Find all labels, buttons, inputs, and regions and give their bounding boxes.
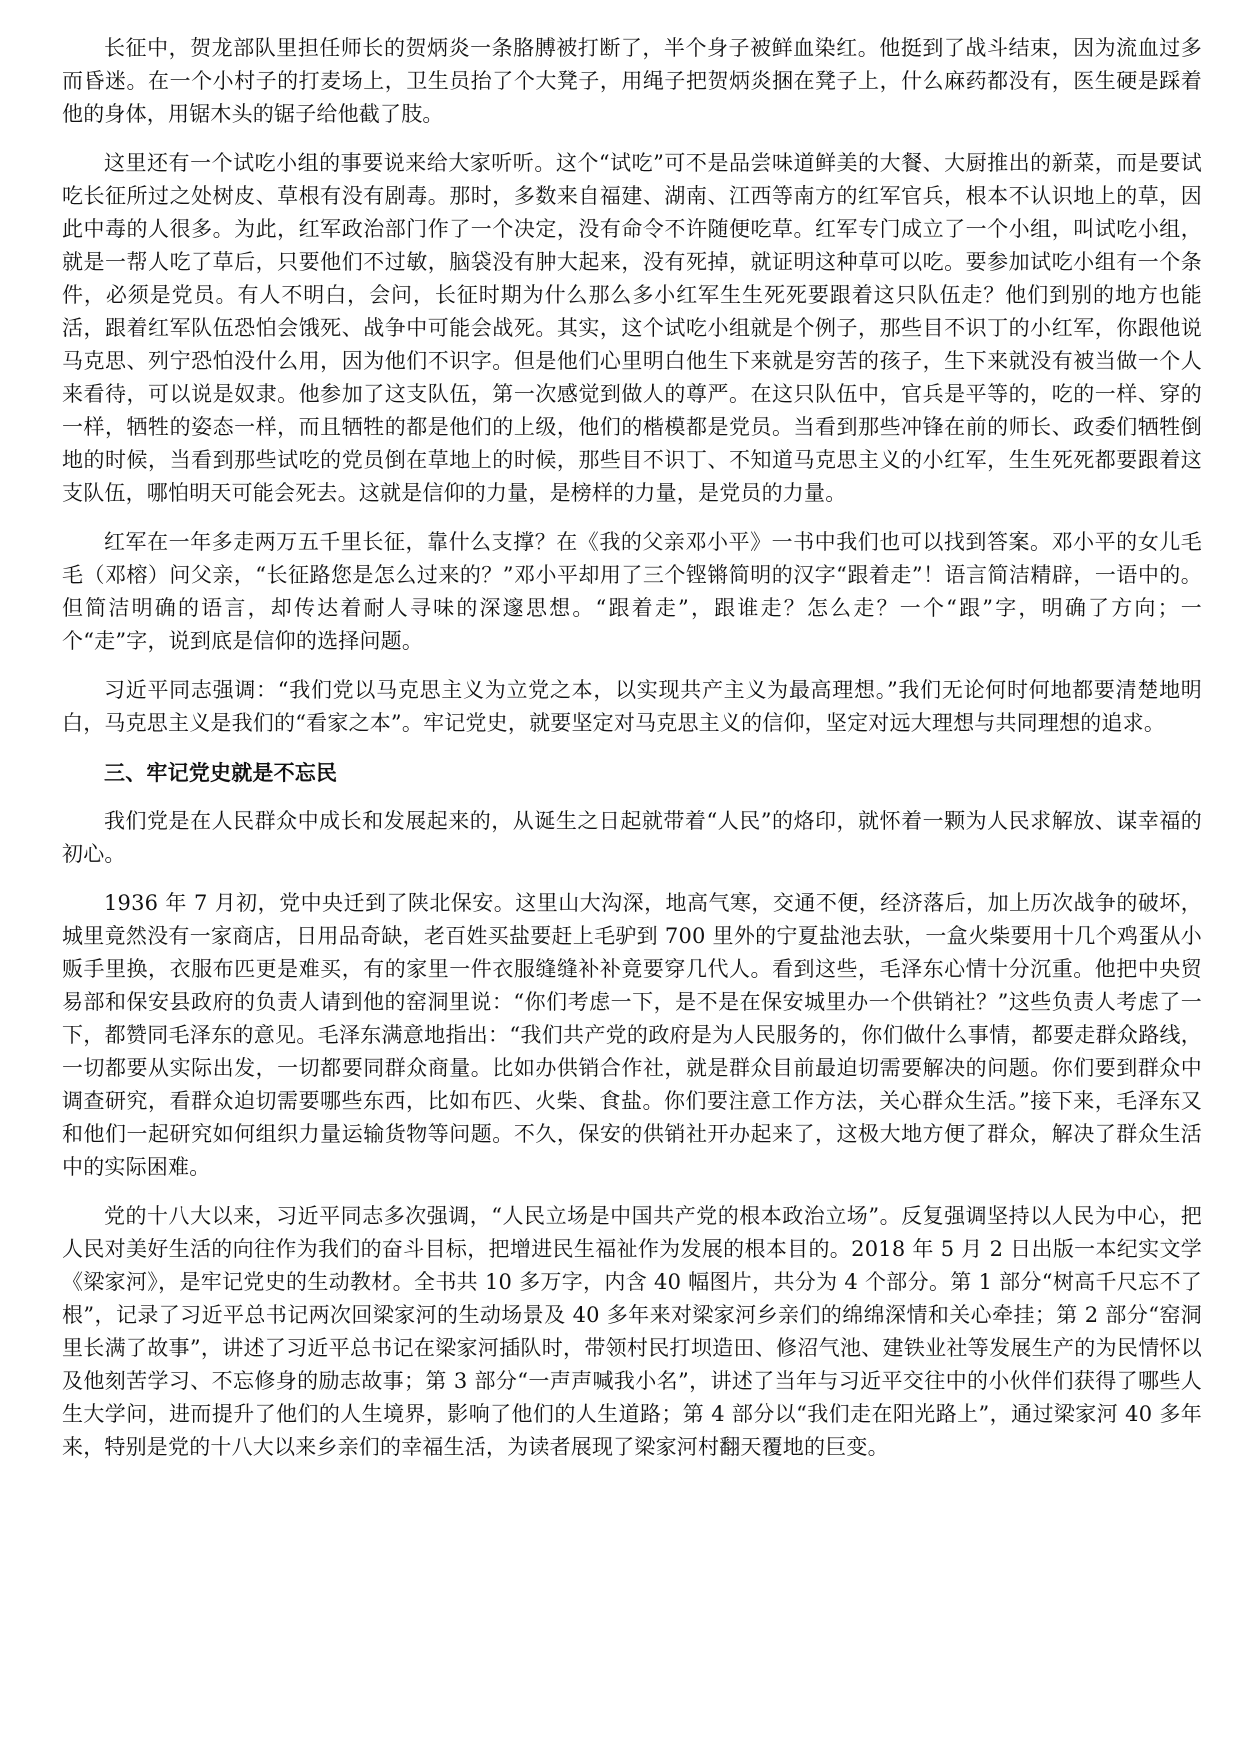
paragraph-tasting-group: 这里还有一个试吃小组的事要说来给大家听听。这个“试吃”可不是品尝味道鲜美的大餐、大厨推出的新菜，而是要试吃长征所过之处树皮、草根有没有剧毒。那时，多数来自福建、湖南、江西等南方的红军官兵，根本不认识地上的草，因此中毒的人很多。为此，红军政治部门作了一个决定，没有命令不许随便吃草。红军专门成立了一个小组，叫试吃小组，就是一帮人吃了草后，只要他们不过敏，脑袋没有肿大起来，没有死掉，就证明这种草可以吃。要参加试吃小组有一个条件，必须是党员。有人不明白，会问，长征时期为什么那么多小红军生生死死要跟着这只队伍走？他们到别的地方也能活，跟着红军队伍恐怕会饿死、战争中可能会战死。其实，这个试吃小组就是个例子，那些目不识丁的小红军，你跟他说马克思、列宁恐怕没什么用，因为他们不识字。但是他们心里明白他生下来就是穷苦的孩子，生下来就没有被当做一个人来看待，可以说是奴隶。他参加了这支队伍，第一次感觉到做人的尊严。在这只队伍中，官兵是平等的，吃的一样、穿的一样，牺牲的姿态一样，而且牺牲的都是他们的上级，他们的楷模都是党员。当看到那些冲锋在前的师长、政委们牺牲倒地的时候，当看到那些试吃的党员倒在草地上的时候，那些目不识丁、不知道马克思主义的小红军，生生死死都要跟着这支队伍，哪怕明天可能会死去。这就是信仰的力量，是榜样的力量，是党员的力量。 (62, 151, 1202, 505)
paragraph-he-bingyan: 长征中，贺龙部队里担任师长的贺炳炎一条胳膊被打断了，半个身子被鲜血染红。他挺到了战斗结束，因为流血过多而昏迷。在一个小村子的打麦场上，卫生员抬了个大凳子，用绳子把贺炳炎捆在凳子上，什么麻药都没有，医生硬是踩着他的身体，用锯木头的锯子给他截了肢。 (62, 36, 1202, 126)
paragraph-follow-along: 红军在一年多走两万五千里长征，靠什么支撑？在《我的父亲邓小平》一书中我们也可以找到答案。邓小平的女儿毛毛（邓榕）问父亲，“长征路您是怎么过来的？”邓小平却用了三个铿锵简明的汉字“跟着走”！语言简洁精辟，一语中的。但简洁明确的语言，却传达着耐人寻味的深邃思想。“跟着走”，跟谁走？怎么走？一个“跟”字，明确了方向；一个“走”字，说到底是信仰的选择问题。 (62, 530, 1202, 653)
section-heading: 三、牢记党史就是不忘民 (104, 760, 338, 785)
paragraph-liangjiahe-book: 党的十八大以来，习近平同志多次强调，“人民立场是中国共产党的根本政治立场”。反复强调坚持以人民为中心，把人民对美好生活的向往作为我们的奋斗目标，把增进民生福祉作为发展的根本目的。2018 年 5 月 2 日出版一本纪实文学《梁家河》，是牢记党史的生动教材。全书共 10 多万字，内含 40 幅图片，共分为 4 个部分。第 1 部分“树高千尺忘不了根”，记录了习近平总书记两次回梁家河的生动场景及 40 多年来对梁家河乡亲们的绵绵深情和关心牵挂；第 2 部分“窑洞里长满了故事”，讲述了习近平总书记在梁家河插队时，带领村民打坝造田、修沼气池、建铁业社等发展生产的为民情怀以及他刻苦学习、不忘修身的励志故事；第 3 部分“一声声喊我小名”，讲述了当年与习近平交往中的小伙伴们获得了哪些人生大学问，进而提升了他们的人生境界，影响了他们的人生道路；第 4 部分以“我们走在阳光路上”，通过梁家河 40 多年来，特别是党的十八大以来乡亲们的幸福生活，为读者展现了梁家河村翻天覆地的巨变。 (62, 1204, 1202, 1459)
paragraph-people-origin: 我们党是在人民群众中成长和发展起来的，从诞生之日起就带着“人民”的烙印，就怀着一颗为人民求解放、谋幸福的初心。 (62, 809, 1202, 866)
paragraph-marxism-foundation: 习近平同志强调：“我们党以马克思主义为立党之本，以实现共产主义为最高理想。”我们无论何时何地都要清楚地明白，马克思主义是我们的“看家之本”。牢记党史，就要坚定对马克思主义的信仰，坚定对远大理想与共同理想的追求。 (62, 678, 1202, 735)
paragraph-baoan-cooperative: 1936 年 7 月初，党中央迁到了陕北保安。这里山大沟深，地高气寒，交通不便，经济落后，加上历次战争的破坏，城里竟然没有一家商店，日用品奇缺，老百姓买盐要赶上毛驴到 700 里外的宁夏盐池去驮，一盒火柴要用十几个鸡蛋从小贩手里换，衣服布匹更是难买，有的家里一件衣服缝缝补补竟要穿几代人。看到这些，毛泽东心情十分沉重。他把中央贸易部和保安县政府的负责人请到他的窑洞里说：“你们考虑一下，是不是在保安城里办一个供销社？”这些负责人考虑了一下，都赞同毛泽东的意见。毛泽东满意地指出：“我们共产党的政府是为人民服务的，你们做什么事情，都要走群众路线，一切都要从实际出发，一切都要同群众商量。比如办供销合作社，就是群众目前最迫切需要解决的问题。你们要到群众中调查研究，看群众迫切需要哪些东西，比如布匹、火柴、食盐。你们要注意工作方法，关心群众生活。”接下来，毛泽东又和他们一起研究如何组织力量运输货物等问题。不久，保安的供销社开办起来了，这极大地方便了群众，解决了群众生活中的实际困难。 (62, 891, 1202, 1179)
